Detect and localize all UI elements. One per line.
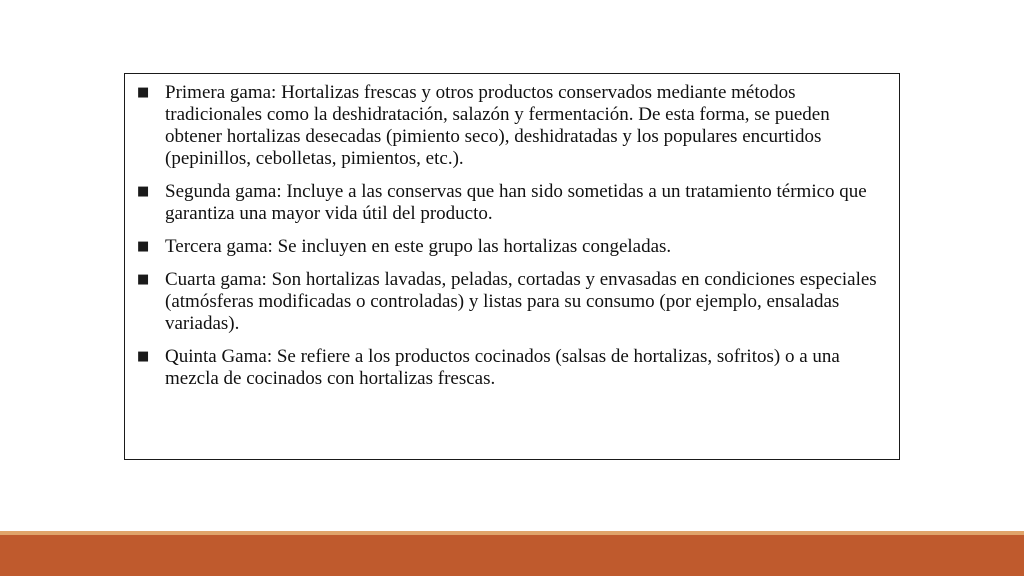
item-text-cuarta-gama: Cuarta gama: Son hortalizas lavadas, peladas, cortadas y envasadas en condiciones especiales (atmósferas modificadas o controladas) y listas para su consumo (por ejemplo, ensaladas variadas).: [165, 269, 877, 334]
item-text-primera-gama: Primera gama: Hortalizas frescas y otros productos conservados mediante métodos tradicionales como la deshidratación, salazón y fermentación. De esta forma, se pueden obtener hortalizas desecadas (pimiento seco), deshidratadas y los populares encurtidos (pepinillos, cebolletas, pimientos, etc.).: [165, 82, 830, 169]
content-box: [124, 73, 900, 460]
item-text-segunda-gama: Segunda gama: Incluye a las conservas que han sido sometidas a un tratamiento térmico que garantiza una mayor vida útil del producto.: [165, 181, 867, 224]
list-item: [137, 236, 881, 258]
list-item: [137, 269, 881, 335]
square-bullet-icon: ■: [137, 239, 150, 254]
item-text-quinta-gama: Quinta Gama: Se refiere a los productos cocinados (salsas de hortalizas, sofritos) o a una mezcla de cocinados con hortalizas frescas.: [165, 346, 840, 389]
footer-band: [0, 535, 1024, 576]
list-item: [137, 346, 881, 390]
list-item: [137, 82, 881, 170]
list-item: [137, 181, 881, 225]
bullet-list: [137, 82, 881, 390]
square-bullet-icon: ■: [137, 272, 150, 287]
square-bullet-icon: ■: [137, 85, 150, 100]
item-text-tercera-gama: Tercera gama: Se incluyen en este grupo las hortalizas congeladas.: [165, 236, 672, 257]
square-bullet-icon: ■: [137, 184, 150, 199]
square-bullet-icon: ■: [137, 349, 150, 364]
